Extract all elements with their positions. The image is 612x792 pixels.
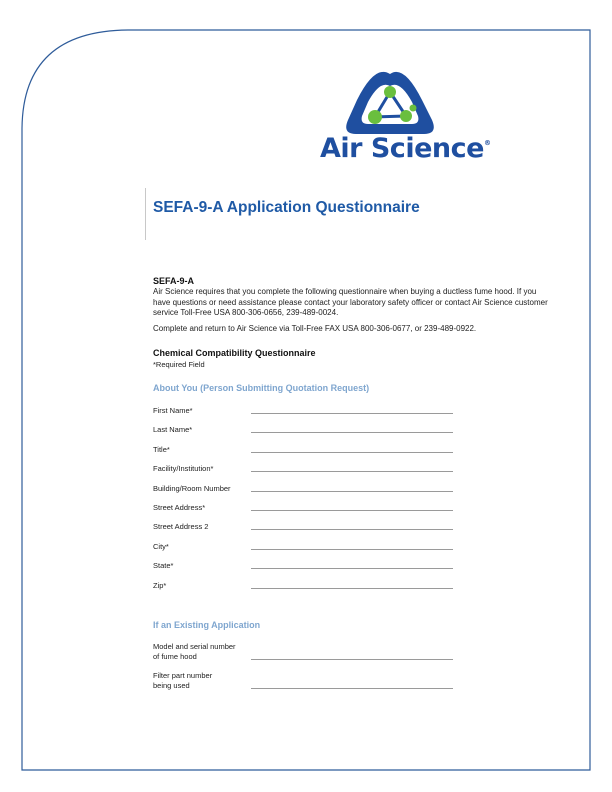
street-address-label: Street Address* <box>153 503 206 512</box>
intro-text <box>153 287 548 339</box>
filter-part-field[interactable] <box>251 688 453 689</box>
required-note: *Required Field <box>153 360 205 369</box>
last-name-field[interactable] <box>251 432 453 433</box>
city-field[interactable] <box>251 549 453 550</box>
brand-name: Air Science® <box>320 133 491 164</box>
existing-application-heading: If an Existing Application <box>153 620 261 630</box>
title-field[interactable] <box>251 452 453 453</box>
first-name-label: First Name* <box>153 406 193 415</box>
intro-paragraph-1: Air Science requires that you complete the following questionnaire when buying a ductless fume hood. If you have questions or need assistance please contact your laboratory safety officer or contact Air Science customer service Toll-Free USA 800-306-0656, 239-489-0024. <box>153 287 548 317</box>
building-room-field[interactable] <box>251 491 453 492</box>
filter-part-label: Filter part number being used <box>153 671 213 690</box>
last-name-label: Last Name* <box>153 425 193 434</box>
title-divider <box>145 188 146 240</box>
model-serial-field[interactable] <box>251 659 453 660</box>
questionnaire-heading: Chemical Compatibility Questionnaire <box>153 348 316 358</box>
city-label: City* <box>153 542 169 551</box>
title-label: Title* <box>153 445 170 454</box>
street-address-field[interactable] <box>251 510 453 511</box>
zip-label: Zip* <box>153 581 167 590</box>
zip-field[interactable] <box>251 588 453 589</box>
building-room-label: Building/Room Number <box>153 484 231 493</box>
model-serial-label: Model and serial number of fume hood <box>153 642 236 661</box>
state-label: State* <box>153 561 174 570</box>
intro-heading: SEFA-9-A <box>153 276 195 286</box>
about-you-heading: About You (Person Submitting Quotation Request) <box>153 383 370 393</box>
first-name-field[interactable] <box>251 413 453 414</box>
street-address-2-field[interactable] <box>251 529 453 530</box>
facility-field[interactable] <box>251 471 453 472</box>
facility-label: Facility/Institution* <box>153 464 214 473</box>
street-address-2-label: Street Address 2 <box>153 522 209 531</box>
state-field[interactable] <box>251 568 453 569</box>
intro-paragraph-2: Complete and return to Air Science via Toll-Free FAX USA 800-306-0677, or 239-489-0922. <box>153 323 477 333</box>
page-title: SEFA-9-A Application Questionnaire <box>153 199 420 216</box>
